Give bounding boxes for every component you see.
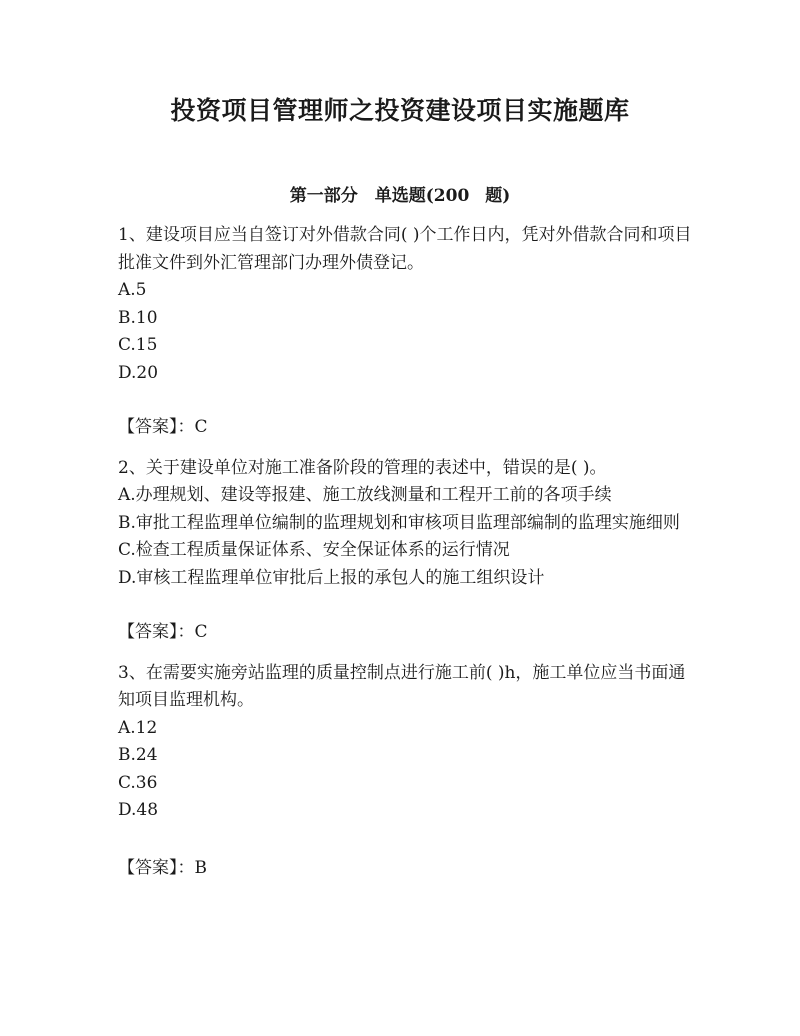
option-c: C.15 xyxy=(118,335,158,355)
question-3 xyxy=(118,660,698,883)
answer-label: 【答案】：C xyxy=(118,622,208,642)
question-stem: 1、建设项目应当自签订对外借款合同( )个工作日内，凭对外借款合同和项目批准文件到外汇管理部门办理外债登记。 xyxy=(118,225,692,273)
answer-label: 【答案】：C xyxy=(118,417,208,437)
option-b: B.10 xyxy=(118,307,158,328)
option-b: B.审批工程监理单位编制的监理规划和审核项目监理部编制的监理实施细则 xyxy=(118,512,680,533)
option-b: B.24 xyxy=(118,745,158,765)
question-stem: 2、关于建设单位对施工准备阶段的管理的表述中，错误的是( )。 xyxy=(118,457,607,478)
question-list xyxy=(118,222,698,895)
option-d: D.20 xyxy=(118,362,159,383)
option-d: D.审核工程监理单位审批后上报的承包人的施工组织设计 xyxy=(118,567,545,588)
question-2 xyxy=(118,455,698,647)
option-c: C.检查工程质量保证体系、安全保证体系的运行情况 xyxy=(118,540,510,560)
option-a: A.5 xyxy=(118,280,147,300)
document-title: 投资项目管理师之投资建设项目实施题库 xyxy=(170,96,630,125)
answer-label: 【答案】：B xyxy=(118,857,207,878)
option-c: C.36 xyxy=(118,772,158,793)
question-1 xyxy=(118,222,698,442)
option-a: A.12 xyxy=(118,717,158,738)
option-d: D.48 xyxy=(118,800,159,820)
section-title: 第一部分 单选题(200 题) xyxy=(289,186,511,206)
question-stem: 3、在需要实施旁站监理的质量控制点进行施工前( )h，施工单位应当书面通知项目监理机构。 xyxy=(118,662,686,710)
option-a: A.办理规划、建设等报建、施工放线测量和工程开工前的各项手续 xyxy=(118,485,612,505)
